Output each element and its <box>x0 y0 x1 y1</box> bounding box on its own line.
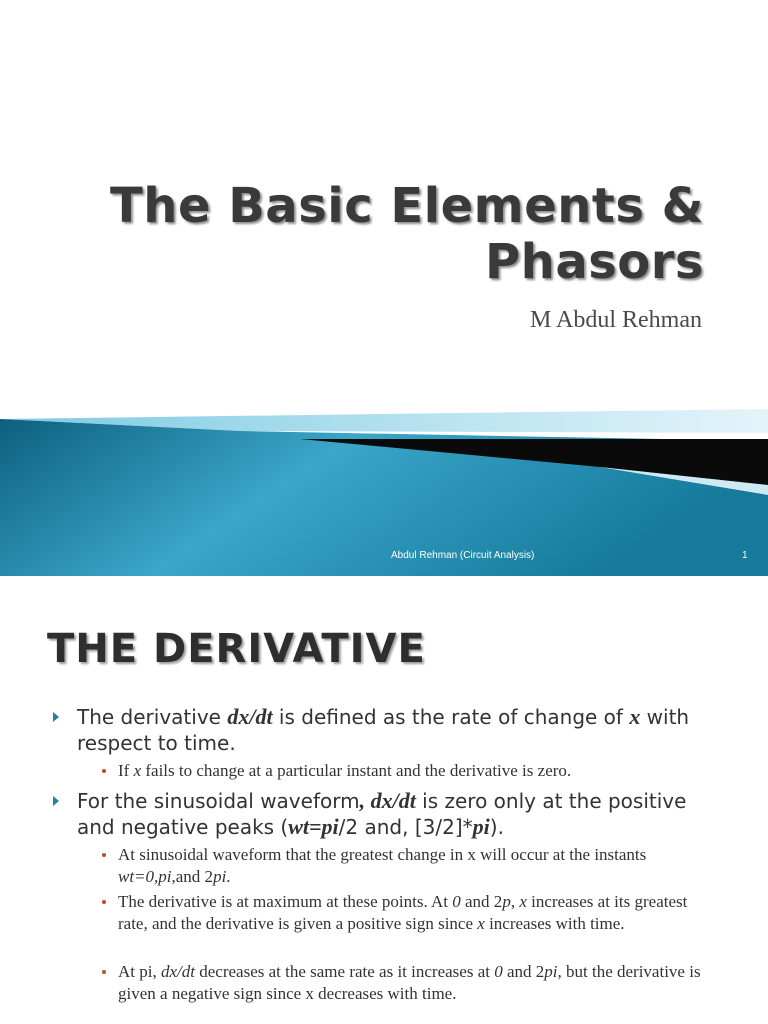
slide-gap <box>0 576 768 586</box>
triangle-bullet-icon <box>53 712 59 722</box>
bullet-derivative-definition: The derivative dx/dt is defined as the rate of change of x with respect to time. <box>77 704 717 756</box>
dot-bullet-icon <box>102 970 106 974</box>
sub-bullet-zero-change: If x fails to change at a particular instant and the derivative is zero. <box>118 760 716 782</box>
slide-footer <box>0 548 768 566</box>
sub-bullet-maximum: The derivative is at maximum at these points. At 0 and 2p, x increases at its greatest rate, and the derivative is given a positive sign since x increases with time. <box>118 891 716 935</box>
slide-title: THE DERIVATIVE <box>47 626 426 672</box>
bullet-sinusoidal-waveform: For the sinusoidal waveform, dx/dt is zero only at the positive and negative peaks (wt=pi/2 and, [3/2]*pi). <box>77 788 717 840</box>
dot-bullet-icon <box>102 853 106 857</box>
dot-bullet-icon <box>102 769 106 773</box>
derivative-slide <box>0 586 768 1024</box>
sub-bullet-negative-sign: At pi, dx/dt decreases at the same rate as it increases at 0 and 2pi, but the derivative is given a negative sign since x decreases with time. <box>118 961 716 1005</box>
title-line-1: The Basic Elements & <box>110 178 704 234</box>
slide-title <box>44 178 704 290</box>
dot-bullet-icon <box>102 900 106 904</box>
page-number: 1 <box>742 550 748 561</box>
sub-bullet-greatest-change: At sinusoidal waveform that the greatest change in x will occur at the instants wt=0,pi,and 2pi. <box>118 844 716 888</box>
author-subtitle: M Abdul Rehman <box>530 307 702 333</box>
triangle-bullet-icon <box>53 796 59 806</box>
title-line-2: Phasors <box>484 234 704 290</box>
footer-text: Abdul Rehman (Circuit Analysis) <box>391 550 535 561</box>
